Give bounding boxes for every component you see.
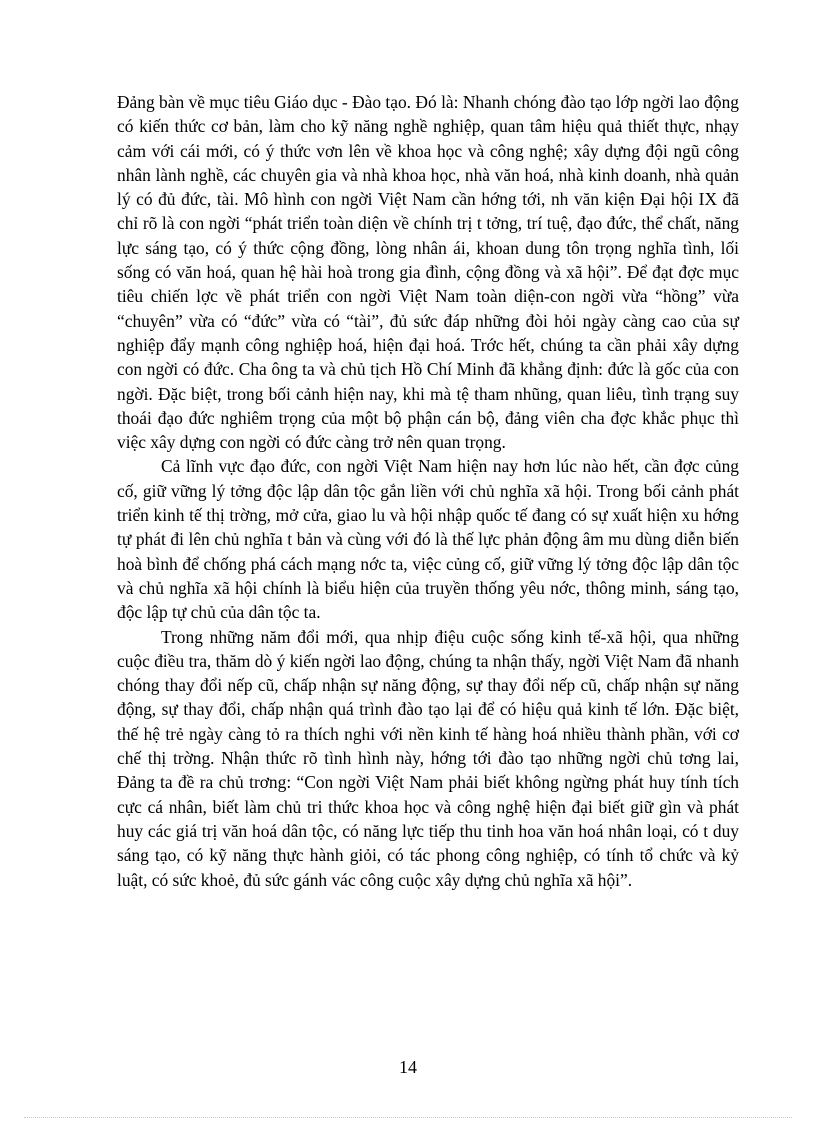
page-bottom-divider [24,1117,792,1118]
body-text [117,90,739,892]
page-number: 14 [399,1057,417,1077]
paragraph-1: Đảng bàn về mục tiêu Giáo dục - Đào tạo. Đó là: Nhanh chóng đào tạo lớp ngời lao động có kiến thức cơ bản, làm cho kỹ năng nghề nghiệp, quan tâm hiệu quả thiết thực, nhạy cảm với cái mới, có ý thức vơn lên về khoa học và công nghệ; xây dựng đội ngũ công nhân lành nghề, các chuyên gia và nhà khoa học, nhà văn hoá, nhà kinh doanh, nhà quản lý có đủ đức, tài. Mô hình con ngời Việt Nam cần hớng tới, nh văn kiện Đại hội IX đã chỉ rõ là con ngời “phát triển toàn diện về chính trị t tởng, trí tuệ, đạo đức, thể chất, năng lực sáng tạo, có ý thức cộng đồng, lòng nhân ái, khoan dung tôn trọng nghĩa tình, lối sống có văn hoá, quan hệ hài hoà trong gia đình, cộng đồng và xã hội”. Để đạt đợc mục tiêu chiến lợc về phát triển con ngời Việt Nam toàn diện-con ngời vừa “hồng” vừa “chuyên” vừa có “đức” vừa có “tài”, đủ sức đáp những đòi hỏi ngày càng cao của sự nghiệp đẩy mạnh công nghiệp hoá, hiện đại hoá. Trớc hết, chúng ta cần phải xây dựng con ngời có đức. Cha ông ta và chủ tịch Hồ Chí Minh đã khẳng định: đức là gốc của con ngời. Đặc biệt, trong bối cảnh hiện nay, khi mà tệ tham nhũng, quan liêu, tình trạng suy thoái đạo đức nghiêm trọng của một bộ phận cán bộ, đảng viên cha đợc khắc phục thì việc xây dựng con ngời có đức càng trở nên quan trọng. [117,92,739,453]
paragraph-2: Cả lĩnh vực đạo đức, con ngời Việt Nam hiện nay hơn lúc nào hết, cần đợc củng cố, giữ vững lý tởng độc lập dân tộc gắn liền với chủ nghĩa xã hội. Trong bối cảnh phát triển kinh tế thị trờng, mở cửa, giao lu và hội nhập quốc tế đang có sự xuất hiện xu hớng tự phát đi lên chủ nghĩa t bản và cùng với đó là thế lực phản động âm mu dùng diễn biến hoà bình để chống phá cách mạng nớc ta, việc củng cố, giữ vững lý tởng độc lập dân tộc và chủ nghĩa xã hội chính là biểu hiện của truyền thống yêu nớc, thông minh, sáng tạo, độc lập tự chủ của dân tộc ta. [117,456,739,623]
paragraph-3: Trong những năm đổi mới, qua nhịp điệu cuộc sống kinh tế-xã hội, qua những cuộc điều tra, thăm dò ý kiến ngời lao động, chúng ta nhận thấy, ngời Việt Nam đã nhanh chóng thay đổi nếp cũ, chấp nhận sự năng động, sự thay đổi nếp cũ, chấp nhận sự năng động, sự thay đổi, chấp nhận quá trình đào tạo lại để có hiệu quả kinh tế lớn. Đặc biệt, thế hệ trẻ ngày càng tỏ ra thích nghi với nền kinh tế hàng hoá nhiều thành phần, với cơ chế thị trờng. Nhận thức rõ tình hình này, hớng tới đào tạo những ngời chủ tơng lai, Đảng ta đề ra chủ trơng: “Con ngời Việt Nam phải biết không ngừng phát huy tính tích cực cá nhân, biết làm chủ tri thức khoa học và công nghệ hiện đại biết giữ gìn và phát huy các giá trị văn hoá dân tộc, có năng lực tiếp thu tinh hoa văn hoá nhân loại, có t duy sáng tạo, có kỹ năng thực hành giỏi, có tác phong công nghiệp, có tính tổ chức và kỷ luật, có sức khoẻ, đủ sức gánh vác công cuộc xây dựng chủ nghĩa xã hội”. [117,626,739,890]
